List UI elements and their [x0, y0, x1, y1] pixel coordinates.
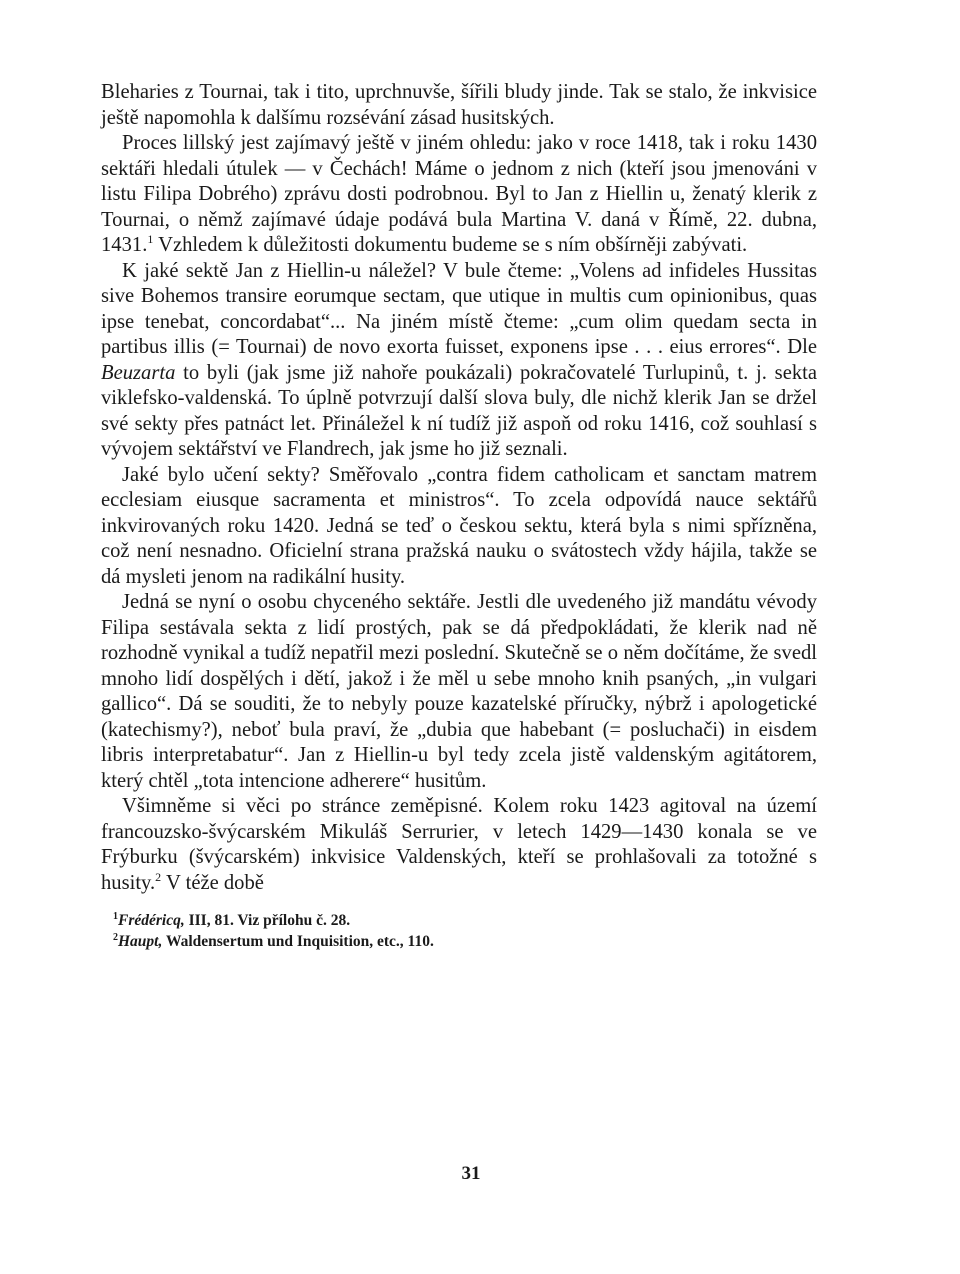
footnote-2 [113, 931, 817, 952]
footnote-1 [113, 910, 817, 931]
paragraph-1: Bleharies z Tournai, tak i tito, uprchnuvše, šířili bludy jinde. Tak se stalo, že inkvisice ještě napomohla k dalšímu rozsévání zásad husitských. [101, 81, 817, 129]
footnote-ref-1[interactable]: 1 [147, 232, 154, 247]
paragraph-6-text-b: V téže době [161, 871, 264, 894]
paragraph-4: Jaké bylo učení sekty? Směřovalo „contra fidem catholicam et sanctam matrem ecclesiam eiusque sacramenta et ministros“. To zcela odpovídá nauce sektářů inkvirovaných roku 1420. Jedná se teď o českou sektu, která byla s nimi spřízněna, což není nesnadno. Oficielní strana pražská nauku o svátostech vždy hájila, takže se dá mysleti jenom na radikální husity. [101, 463, 817, 588]
footnotes [101, 910, 817, 952]
paragraph-2 [101, 131, 817, 259]
footnote-ref-2[interactable]: 2 [155, 869, 162, 884]
paragraph-6-text-a: Všimněme si věci po stránce zeměpisné. Kolem roku 1423 agitoval na území francouzsko-švýcarském Mikuláš Serrurier, v letech 1429—1430 konala se ve Frýburku (švýcarském) inkvisice Valdenských, kteří se prohlašovali za totožné s husity. [101, 795, 817, 894]
paragraph-6 [101, 794, 817, 896]
paragraph-5: Jedná se nyní o osobu chyceného sektáře. Jestli dle uvedeného již mandátu vévody Filipa sestávala sekta z lidí prostých, pak se dá předpokládati, že klerik nad ně rozhodně vynikal a tudíž nepatřil mezi poslední. Skutečně se o něm dočítáme, že svedl mnoho lidí dospělých i dětí, jakož i že měl u sebe mnoho knih psaných, „in vulgari gallico“. Dá se souditi, že to nebyly pouze kazatelské příručky, nýbrž i apologetické (katechismy?), neboť bula praví, že „dubia que habebant (= posluchači) in eisdem libris interpretabatur“. Jan z Hiellin-u byl tedy zcela jistě valdenským agitátorem, který chtěl „tota intencione adherere“ husitům. [101, 591, 817, 792]
paragraph-2-text-a: Proces lillský jest zajímavý ještě v jiném ohledu: jako v roce 1418, tak i roku 1430 sektáři hledali útulek — v Čechách! Máme o jednom z nich (kteří jsou jmenováni v listu Filipa Dobrého) zprávu dosti podrobnou. Byl to Jan z Hiellin u, ženatý klerik z Tournai, o němž zajímavé údaje podává bula Martina V. daná v Římě, 22. dubna, 1431. [101, 132, 817, 256]
body-text [101, 80, 817, 896]
footnote-2-text: Waldensertum und Inquisition, etc., 110. [162, 933, 434, 950]
footnote-1-text: III, 81. Viz přílohu č. 28. [184, 912, 351, 929]
author-name-italic: Beuzarta [101, 361, 176, 384]
footnote-2-author: Haupt, [118, 933, 163, 950]
footnote-mark-1: 1 [113, 910, 118, 922]
footnote-mark-2: 2 [113, 931, 118, 943]
paragraph-3 [101, 259, 817, 463]
paragraph-3-text-a: K jaké sektě Jan z Hiellin-u náležel? V bule čteme: „Volens ad infideles Hussitas sive Bohemos transire eorumque sectam, que utique in multis cum opinionibus, quas ipse tenebat, concordabat“... Na jiném místě čteme: „cum olim quedam secta in partibus illis (= Tournai) de novo exorta fuisset, exponens ipse . . . eius errores“. Dle [101, 259, 817, 358]
paragraph-3-text-b: to byli (jak jsme již nahoře poukázali) pokračovatelé Turlupinů, t. j. sekta viklefsko-valdenská. To úplně potvrzují další slova buly, dle nichž klerik Jan se držel své sekty přes patnáct let. Přináležel k ní tudíž již aspoň od roku 1416, což souhlasí s vývojem sektářství ve Flandrech, jak jsme ho již seznali. [101, 361, 817, 460]
page-number: 31 [461, 1163, 481, 1184]
footnote-1-author: Frédéricq, [118, 912, 185, 929]
paragraph-2-text-b: Vzhledem k důležitosti dokumentu budeme se s ním obšírněji zabývati. [153, 234, 748, 256]
page [101, 80, 817, 952]
